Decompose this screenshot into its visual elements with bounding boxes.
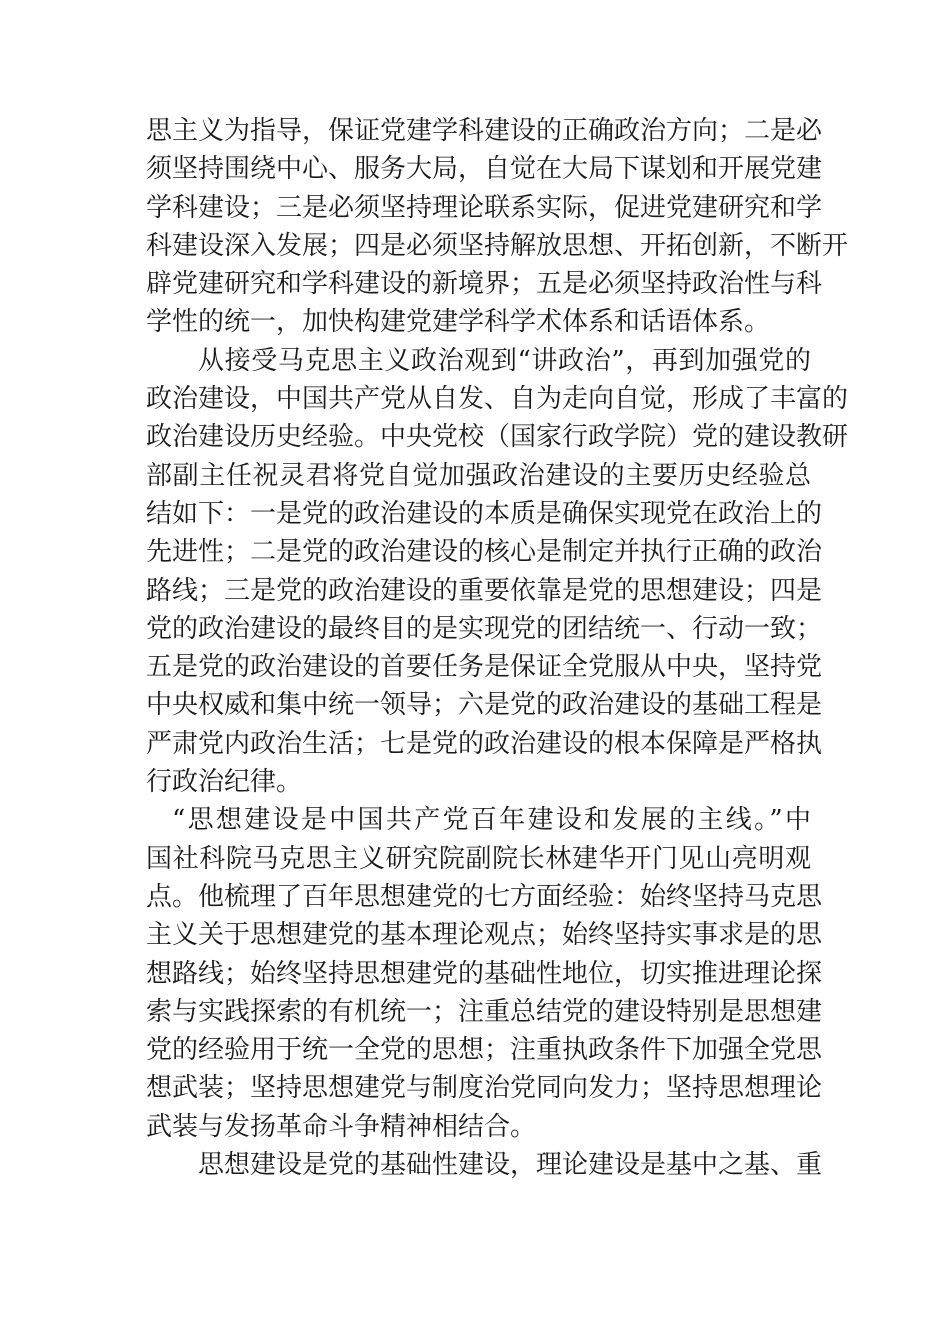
text-line: 武装与发扬革命斗争精神相结合。 (146, 1111, 537, 1142)
text-line: 党的政治建设的最终目的是实现党的团结统一、行动一致； (146, 613, 823, 644)
text-line: 党的经验用于统一全党的思想；注重执政条件下加强全党思 (146, 1035, 823, 1066)
text-line: 学性的统一，加快构建党建学科学术体系和话语体系。 (146, 307, 771, 338)
text-line: 辟党建研究和学科建设的新境界；五是必须坚持政治性与科 (146, 269, 823, 300)
text-line: 部副主任祝灵君将党自觉加强政治建设的主要历史经验总 (146, 460, 811, 491)
text-line: 结如下：一是党的政治建设的本质是确保实现党在政治上的 (146, 498, 823, 529)
text-line: 严肃党内政治生活；七是党的政治建设的根本保障是严格执 (146, 728, 823, 759)
text-line: 五是党的政治建设的首要任务是保证全党服从中央，坚持党 (146, 652, 823, 683)
text-line: 学科建设；三是必须坚持理论联系实际，促进党建研究和学 (146, 192, 823, 223)
text-line: 想武装；坚持思想建党与制度治党同向发力；坚持思想理论 (146, 1073, 823, 1104)
text-line: 行政治纪律。 (146, 767, 303, 798)
text-line: 索与实践探索的有机统一；注重总结党的建设特别是思想建 (146, 996, 823, 1027)
text-line: 中央权威和集中统一领导；六是党的政治建设的基础工程是 (146, 690, 823, 721)
text-line: 国社科院马克思主义研究院副院长林建华开门见山亮明观 (146, 843, 811, 874)
text-line: 政治建设，中国共产党从自发、自为走向自觉，形成了丰富的 (146, 384, 849, 415)
text-line: 想路线；始终坚持思想建党的基础性地位，切实推进理论探 (146, 958, 823, 989)
body-text (146, 112, 849, 1184)
text-line: 路线；三是党的政治建设的重要依靠是党的思想建设；四是 (146, 575, 823, 606)
text-line: 先进性；二是党的政治建设的核心是制定并执行正确的政治 (146, 537, 823, 568)
text-line: 主义关于思想建党的基本理论观点；始终坚持实事求是的思 (146, 920, 823, 951)
text-line: 思主义为指导，保证党建学科建设的正确政治方向；二是必 (146, 116, 823, 146)
text-line: 思想建设是党的基础性建设，理论建设是基中之基、重 (198, 1150, 823, 1181)
text-line: 从接受马克思主义政治观到“讲政治”，再到加强党的 (198, 345, 811, 376)
text-line: 科建设深入发展；四是必须坚持解放思想、开拓创新，不断开 (146, 230, 849, 261)
text-line: 须坚持围绕中心、服务大局，自觉在大局下谋划和开展党建 (146, 154, 823, 185)
text-line: “思想建设是中国共产党百年建设和发展的主线。”中 (172, 805, 811, 836)
text-line: 政治建设历史经验。中央党校（国家行政学院）党的建设教研 (146, 422, 849, 453)
text-line: 点。他梳理了百年思想建党的七方面经验：始终坚持马克思 (146, 881, 823, 912)
